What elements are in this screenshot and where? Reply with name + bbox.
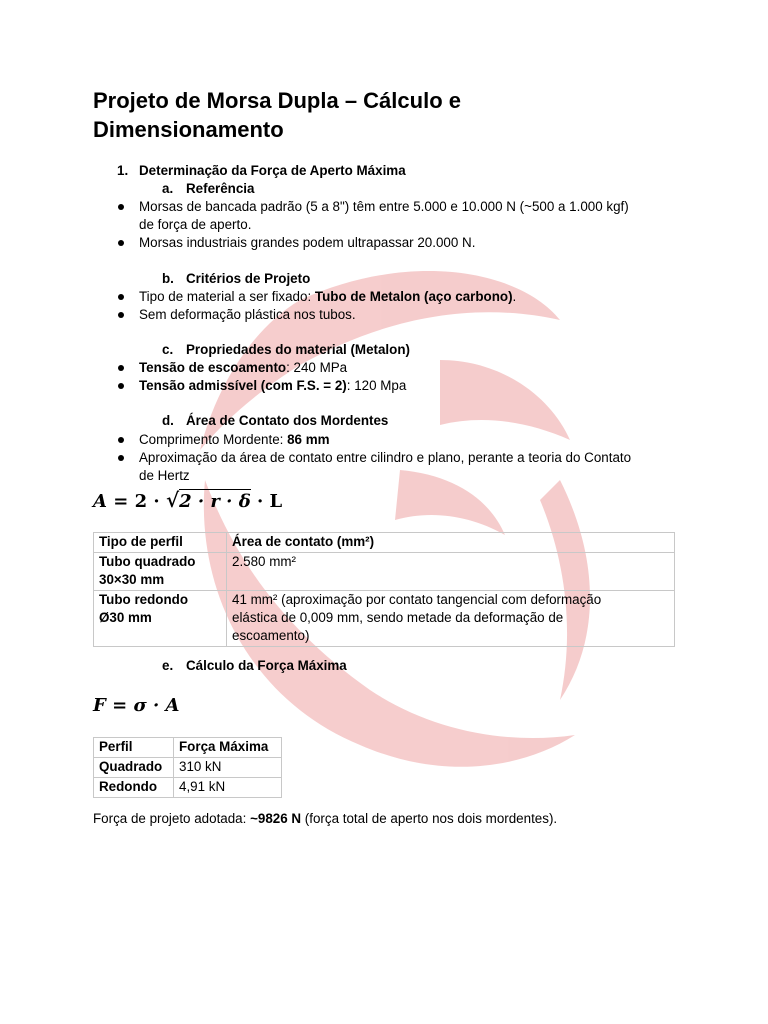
table-header-cell: Força Máxima	[174, 738, 282, 758]
bullet-text: Tensão de escoamento: 240 MPa	[139, 360, 348, 375]
max-force-table	[93, 737, 282, 798]
bullet-dot	[118, 437, 124, 443]
table-header-cell: Tipo de perfil	[94, 533, 227, 553]
contact-area-table	[93, 532, 675, 647]
table-cell: Tubo redondo Ø30 mm	[94, 591, 227, 647]
subsection-letter: b.	[162, 271, 174, 286]
subsection-heading: Propriedades do material (Metalon)	[186, 342, 410, 357]
subsection-letter: d.	[162, 413, 174, 428]
subsection-heading: Área de Contato dos Mordentes	[186, 413, 389, 428]
bullet-text: Morsas industriais grandes podem ultrapassar 20.000 N.	[139, 235, 476, 250]
table-row	[94, 758, 282, 778]
subsection-letter: a.	[162, 181, 174, 196]
table-header-row	[94, 738, 282, 758]
table-row	[94, 553, 675, 591]
bullet-dot	[118, 294, 124, 300]
table-row	[94, 778, 282, 798]
bullet-dot	[118, 455, 124, 461]
bullet-dot	[118, 312, 124, 318]
bullet-text: Comprimento Mordente: 86 mm	[139, 432, 330, 447]
bullet-dot	[118, 383, 124, 389]
table-header-row	[94, 533, 675, 553]
bullet-dot	[118, 204, 124, 210]
subsection-heading: Critérios de Projeto	[186, 271, 311, 286]
bullet-text: Aproximação da área de contato entre cilindro e plano, perante a teoria do Contato	[139, 450, 632, 465]
table-row	[94, 591, 675, 647]
subsection-heading: Cálculo da Força Máxima	[186, 658, 347, 673]
bullet-dot	[118, 365, 124, 371]
bullet-text-continued: de força de aperto.	[139, 217, 252, 232]
subsection-letter: c.	[162, 342, 174, 357]
table-cell: Tubo quadrado 30×30 mm	[94, 553, 227, 591]
formula-contact-area: A = 2 · √2 · r · δ · L	[93, 488, 283, 512]
table-cell: 310 kN	[174, 758, 282, 778]
table-cell: 2.580 mm²	[227, 553, 675, 591]
formula-force: F = σ · A	[93, 695, 180, 716]
document-title: Projeto de Morsa Dupla – Cálculo e Dimensionamento	[93, 88, 461, 142]
bullet-text: Tensão admissível (com F.S. = 2): 120 Mpa	[139, 378, 407, 393]
table-header-cell: Área de contato (mm²)	[227, 533, 675, 553]
subsection-letter: e.	[162, 658, 174, 673]
bullet-text-continued: de Hertz	[139, 468, 190, 483]
bullet-text: Sem deformação plástica nos tubos.	[139, 307, 356, 322]
table-cell: 4,91 kN	[174, 778, 282, 798]
table-header-cell: Perfil	[94, 738, 174, 758]
table-cell: Redondo	[94, 778, 174, 798]
bullet-text: Morsas de bancada padrão (5 a 8") têm entre 5.000 e 10.000 N (~500 a 1.000 kgf)	[139, 199, 629, 214]
bullet-text: Tipo de material a ser fixado: Tubo de Metalon (aço carbono).	[139, 289, 517, 304]
section-heading: Determinação da Força de Aperto Máxima	[139, 163, 406, 178]
table-cell: Quadrado	[94, 758, 174, 778]
subsection-heading: Referência	[186, 181, 255, 196]
section-number: 1.	[117, 163, 129, 178]
conclusion-text: Força de projeto adotada: ~9826 N (força total de aperto nos dois mordentes).	[93, 811, 558, 826]
bullet-dot	[118, 240, 124, 246]
table-cell: 41 mm² (aproximação por contato tangencial com deformação elástica de 0,009 mm, sendo metade da deformação de escoamento)	[227, 591, 675, 647]
